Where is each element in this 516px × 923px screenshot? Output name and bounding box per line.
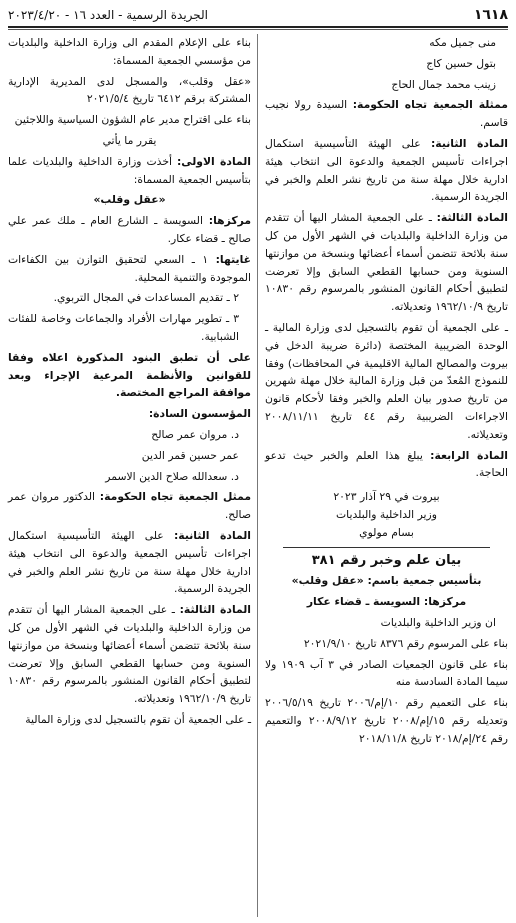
gov-rep-value: الدكتور مروان عمر صالح. — [8, 490, 251, 522]
paragraph: بناء على الإعلام المقدم الى وزارة الداخلية والبلديات من مؤسسي الجمعية المسماة: — [8, 36, 251, 67]
article-label: المادة الثانية: — [173, 528, 252, 542]
goals — [8, 251, 251, 287]
headquarters — [8, 212, 251, 248]
right-column — [265, 34, 508, 750]
article-text: ـ على الجمعية المشار اليها أن تتقدم من وزارة الداخلية والبلديات في الشهر الأول من كل سنة بلائحة تتضمن أسماء أعضائها وبنسخة من موازنتها السنوية ومن حسابها القطعي السابق وإلا تعرضت لتطبيق أحكام القانون المنشور بالمرسوم رقم ١٠٨٣٠ تاريخ ١٩٦٢/١٠/٩ وتعديلاته. — [8, 603, 251, 706]
article-label: المادة الاولى: — [176, 154, 252, 168]
gov-representative — [265, 96, 508, 132]
notice-title: بيان علم وخبر رقم ٣٨١ — [311, 552, 462, 568]
article-text: ـ على الجمعية المشار اليها أن تتقدم من وزارة الداخلية والبلديات في الشهر الأول من كل سنة بلائحة تتضمن أسماء أعضائها وبنسخة من موازنتها السنوية ومن حسابها القطعي السابق وإلا تعرضت لتطبيق أحكام القانون المنشور بالمرسوم رقم ١٠٨٣٠ تاريخ ١٩٦٢/١٠/٩ وتعديلاته. — [265, 211, 508, 314]
intro-line: بناء على التعميم رقم ١٠/إم/٢٠٠٦ تاريخ ٢٠٠٦/٥/١٩ وتعديله رقم ١٥/إم/٢٠٠٨ تاريخ ٢٠٠٨/٩/١٢ والتعميم رقم ٢٤/إم/٢٠١٨ تاريخ ٢٠١٨/١١/٨ — [265, 696, 508, 745]
association-name: «عقل وقلب» — [93, 193, 166, 207]
signature-title: وزير الداخلية والبلديات — [336, 507, 437, 521]
article-1 — [8, 153, 251, 189]
founder-name: عمر حسين قمر الدين — [141, 448, 239, 462]
gov-rep-label: ممثلة الجمعية تجاه الحكومة: — [352, 98, 508, 112]
page-number: ١٦١٨ — [473, 7, 508, 23]
section-separator — [283, 547, 490, 548]
notice-hq: مركزها: السويسة ـ قضاء عكار — [306, 595, 467, 609]
paragraph: بناء على اقتراح مدير عام الشؤون السياسية واللاجئين — [14, 113, 251, 127]
member-name: زينب محمد جمال الحاج — [391, 77, 496, 91]
member-name: بتول حسين كاج — [426, 56, 496, 70]
intro-line: بناء على قانون الجمعيات الصادر في ٣ آب ١٩٠٩ ولا سيما المادة السادسة منه — [265, 657, 508, 689]
signature-name: بسام مولوي — [359, 525, 414, 539]
signature-date: بيروت في ٢٩ آذار ٢٠٢٣ — [333, 490, 440, 504]
column-divider — [257, 34, 258, 917]
article-text: يبلغ هذا العلم والخبر حيث تدعو الحاجة. — [265, 448, 508, 480]
hq-label: مركزها: — [208, 214, 252, 228]
article-label: المادة الرابعة: — [430, 448, 508, 462]
founder-name: د. مروان عمر صالح — [151, 427, 239, 441]
article-text: على الهيئة التأسيسية استكمال اجراءات تأسيس الجمعية والدعوة الى انتخاب هيئة ادارية خلال مهلة سنة من تاريخ نشر العلم والخبر في الجريدة الرسمية. — [265, 136, 508, 204]
article-label: المادة الثالثة: — [179, 603, 252, 617]
member-name: منى جميل مكه — [429, 36, 496, 49]
article-2 — [8, 527, 251, 598]
article-text: أخذت وزارة الداخلية والبلديات علما بتأسيس الجمعية المسماة: — [8, 154, 251, 186]
goal-item: ١ ـ السعي لتحقيق التوازن بين الكفاءات الموجودة والتنمية المحلية. — [8, 252, 251, 284]
gov-rep-label: ممثل الجمعية تجاه الحكومة: — [99, 490, 252, 504]
intro-line: ان وزير الداخلية والبلديات — [380, 615, 496, 629]
hq-text: السويسة ـ الشارع العام ـ ملك عمر علي صالح ـ قضاء عكار. — [8, 214, 251, 245]
article-3 — [8, 601, 251, 708]
article-text: على الهيئة التأسيسية استكمال اجراءات تأسيس الجمعية والدعوة الى انتخاب هيئة ادارية خلال مهلة سنة من تاريخ نشر العلم والخبر في الجريدة الرسمية. — [8, 528, 251, 596]
notice-subtitle: بتأسيس جمعية باسم: «عقل وقلب» — [291, 574, 482, 588]
article-2 — [265, 135, 508, 206]
founder-name: د. سعدالله صلاح الدين الاسمر — [105, 469, 239, 483]
gov-representative — [8, 488, 251, 524]
article-3 — [265, 209, 508, 316]
header-rule — [8, 29, 508, 30]
gov-rep-value: السيدة رولا نجيب قاسم. — [265, 98, 508, 130]
running-head: الجريدة الرسمية - العدد ١٦ - ٢٠٢٣/٤/٢٠ — [8, 8, 209, 22]
founders-label: المؤسسون السادة: — [148, 407, 251, 421]
decides-heading: يقرر ما يأتي — [102, 133, 157, 147]
article-4 — [265, 447, 508, 483]
article-3-tax: ـ على الجمعية أن تقوم بالتسجيل لدى وزارة المالية ـ الوحدة الضريبية المختصة (دائرة ضريبة الدخل في بيروت والمصالح المالية الاقليمية في المحافظات) وفقا للنموذج المُعدّ من قبل وزارة المالية خلال مهلة شهرين من تاريخ صدور بيان العلم والخبر وفقا لأحكام قانون الاجراءات الضريبية رقم ٤٤ تاريخ ٢٠٠٨/١١/١١ وتعديلاته. — [265, 320, 508, 441]
article-label: المادة الثالثة: — [436, 211, 509, 225]
goals-label: غايتها: — [215, 252, 251, 266]
article-3-tax: ـ على الجمعية أن تقوم بالتسجيل لدى وزارة المالية — [25, 712, 251, 726]
article-label: المادة الثانية: — [430, 136, 509, 150]
paragraph: «عقل وقلب»، والمسجل لدى المديرية الإدارية المشتركة برقم ٦٤١٢ تاريخ ٢٠٢١/٥/٤ — [8, 74, 251, 106]
goal-item: ٣ ـ تطوير مهارات الأفراد والجماعات وخاصة للفئات الشبابية. — [8, 312, 239, 343]
legal-clause: على أن تطبق البنود المذكورة اعلاه وفقا للقوانين والأنظمة المرعية الإجراء وبعد موافقة المراجع المختصة. — [8, 350, 251, 400]
goal-item: ٢ ـ تقديم المساعدات في المجال التربوي. — [53, 291, 239, 305]
left-column — [8, 34, 251, 732]
intro-line: بناء على المرسوم رقم ٨٣٧٦ تاريخ ٢٠٢١/٩/١٠ — [303, 636, 508, 650]
page-header — [8, 4, 508, 28]
